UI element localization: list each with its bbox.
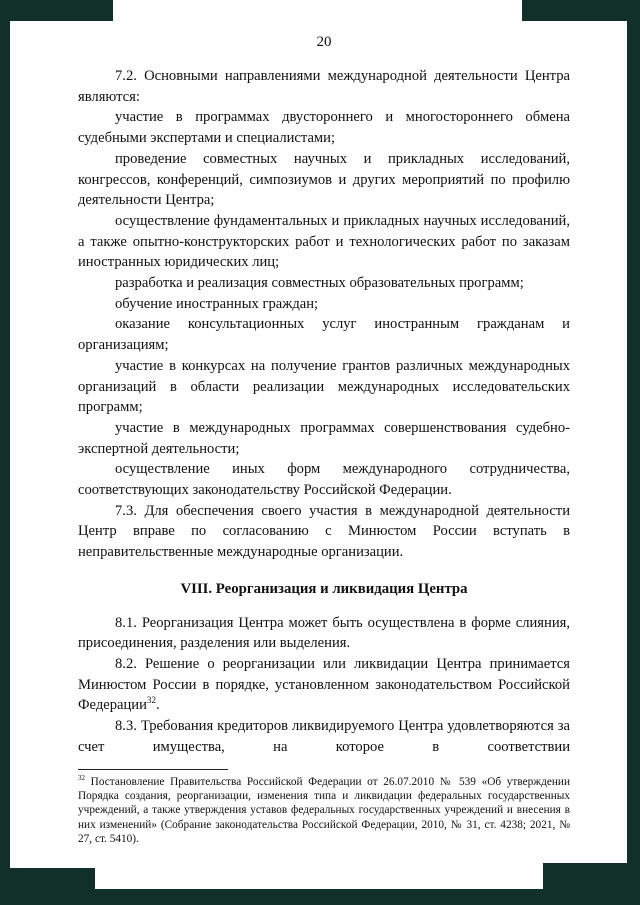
list-item-international-programs: участие в международных программах совершенствования судебно-экспертной деятельности; [78,419,570,457]
page-content [78,0,570,847]
scan-border-bottom-left [0,868,95,905]
paragraph-7-3: 7.3. Для обеспечения своего участия в международной деятельности Центр вправе по согласованию с Минюстом России вступать в неправительственные международные организации. [78,502,570,561]
footnote-block [78,769,570,847]
footnote-ref-superscript: 32 [146,695,156,706]
footnote-text: Постановление Правительства Российской Федерации от 26.07.2010 № 539 «Об утверждении Порядка создания, реорганизации, изменения типа и ликвидации федеральных государственных учреждений, а также утверждения уставов федеральных государственных учреждений и внесения в них изменений» (Собрание законодательства Российской Федерации, 2010, № 31, ст. 4238; 2021, № 27, ст. 5410). [78,775,570,846]
footnote-separator [78,769,228,770]
list-item-joint-research: проведение совместных научных и прикладных исследований, конгрессов, конференций, симпозиумов и других мероприятий по профилю деятельности Центра; [78,150,570,209]
list-item-fundamental-research: осуществление фундаментальных и прикладных научных исследований, а также опытно-конструкторских работ и технологических работ по заказам иностранных юридических лиц; [78,212,570,271]
paragraph-8-3: 8.3. Требования кредиторов ликвидируемого Центра удовлетворяются за счет имущества, на которое в соответствии [78,718,570,755]
list-item-educational-programs: разработка и реализация совместных образовательных программ; [115,275,524,292]
paragraph-8-2-period: . [155,697,160,714]
list-item-grant-competitions: участие в конкурсах на получение грантов различных международных организаций в области реализации международных исследовательских программ; [78,357,570,416]
paragraph-7-2-intro: 7.2. Основными направлениями международной деятельности Центра являются: [78,68,570,105]
list-item-other-cooperation: осуществление иных форм международного сотрудничества, соответствующих законодательству Российской Федерации. [78,461,570,499]
section-heading-viii: VIII. Реорганизация и ликвидация Центра [180,580,468,597]
scan-border-left [0,0,10,905]
list-item-exchange-programs: участие в программах двустороннего и многостороннего обмена судебными экспертами и специалистами; [78,109,570,147]
page-number: 20 [316,34,332,50]
scan-border-right [627,0,640,905]
scan-border-bottom-right [543,863,640,905]
footnote-number: 32 [78,773,85,782]
paragraph-8-2-text: 8.2. Решение о реорганизации или ликвидации Центра принимается Минюстом России в порядке, установленном законодательством Российской Федерации [78,655,570,714]
footnote [78,775,570,847]
body-text [78,66,570,758]
list-item-foreign-citizens-training: обучение иностранных граждан; [115,295,319,312]
list-item-consulting-services: оказание консультационных услуг иностранным гражданам и организациям; [78,316,570,354]
scan-border-top-right [522,0,640,21]
paragraph-8-1: 8.1. Реорганизация Центра может быть осуществлена в форме слияния, присоединения, разделения или выделения. [78,614,570,652]
paragraph-8-2 [78,654,570,716]
scan-border-top-left [0,0,113,21]
